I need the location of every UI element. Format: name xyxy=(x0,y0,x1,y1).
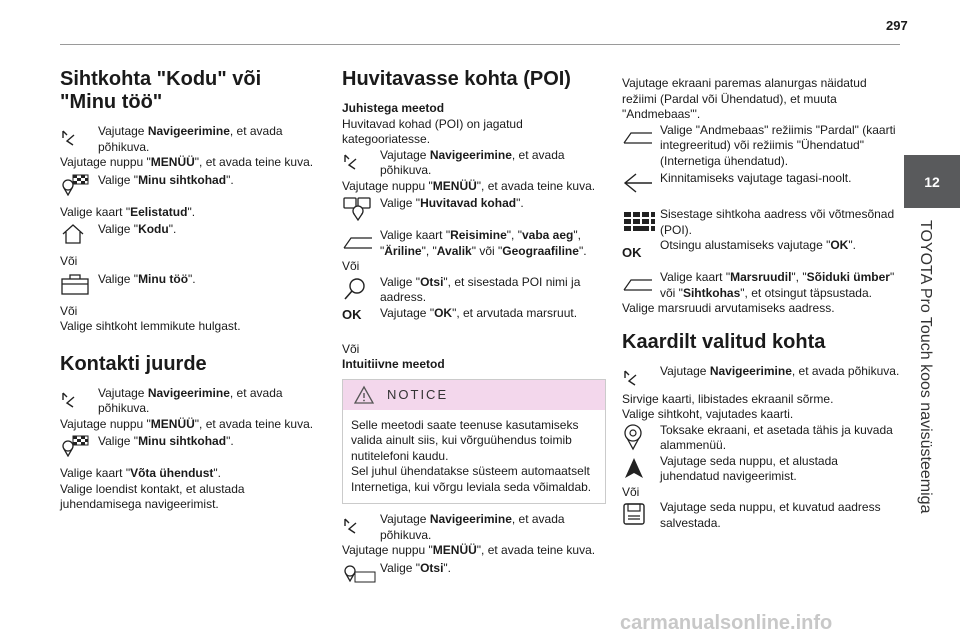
poi-pins-icon xyxy=(342,194,380,222)
mode-tab-icon xyxy=(622,123,660,151)
step-text: Vajutage seda nuppu, et kuvatud aadress salvestada. xyxy=(660,500,881,530)
tab-card-icon xyxy=(342,228,380,256)
notice-header xyxy=(343,380,605,410)
step-row xyxy=(342,559,606,587)
step-row xyxy=(60,432,318,460)
step-text: Vajutage Navigeerimine, et avada põhikuva. xyxy=(98,124,283,154)
step-row xyxy=(342,228,606,259)
step-row xyxy=(342,306,606,324)
step-text: Vajutage nuppu "MENÜÜ", et avada teine kuva. xyxy=(342,543,596,557)
step-text: Kinnitamiseks vajutage tagasi-noolt. xyxy=(660,171,852,185)
section-title-contact: Kontakti juurde xyxy=(60,352,207,375)
step-text: Vajutage seda nuppu, et alustada juhendatud navigeerimist. xyxy=(660,453,838,483)
step-text: Valige sihtkoht lemmikute hulgast. xyxy=(60,319,241,333)
step-text: Valige loendist kontakt, et alustada juhendamisega navigeerimist. xyxy=(60,481,245,511)
page-number: 297 xyxy=(886,18,908,33)
step-text: Vajutage ekraani paremas alanurgas näidatud režiimi (Pardal või Ühendatud), et muuta "Andmebaas"'. xyxy=(622,76,867,121)
subheading: Juhistega meetod xyxy=(342,101,445,115)
navigation-arrow-icon xyxy=(342,512,380,540)
step-row xyxy=(60,171,318,199)
step-row xyxy=(622,207,900,238)
column-2 xyxy=(342,68,606,587)
watermark: carmanualsonline.info xyxy=(620,612,833,634)
step-text: Sirvige kaarti, libistades ekraanil sõrme. xyxy=(622,391,834,406)
step-text: Huvitavad kohad (POI) on jagatud kategooriatesse. xyxy=(342,116,523,146)
step-row xyxy=(622,270,900,301)
step-row xyxy=(342,512,606,543)
step-row xyxy=(342,148,606,179)
chapter-title xyxy=(908,220,938,540)
navigation-arrow-icon xyxy=(60,124,98,152)
step-text: Valige marsruudi arvutamiseks aadress. xyxy=(622,301,835,315)
back-arrow-icon xyxy=(622,169,660,197)
column-3 xyxy=(622,76,900,531)
destination-flag-pin-icon xyxy=(60,432,98,460)
subheading: Intuitiivne meetod xyxy=(342,357,445,371)
destination-flag-pin-icon xyxy=(60,171,98,199)
step-text: Otsingu alustamiseks vajutage "OK". xyxy=(660,238,856,252)
location-pin-icon xyxy=(622,423,660,451)
step-text: Valige "Minu sihtkohad". xyxy=(98,172,234,187)
step-text: Valige "Huvitavad kohad". xyxy=(380,196,524,210)
step-text: Sisestage sihtkoha aadress või võtmesõnad (POI). xyxy=(660,207,895,237)
step-text: Toksake ekraani, et asetada tähis ja kuvada alammenüü. xyxy=(660,422,893,452)
step-row xyxy=(60,124,318,155)
or-text: Või xyxy=(60,254,78,268)
step-text: Valige kaart "Marsruudil", "Sõiduki ümber" või "Sihtkohas", et otsingut täpsustada. xyxy=(660,270,895,300)
step-row xyxy=(622,238,900,260)
section-title-map-point: Kaardilt valitud kohta xyxy=(622,330,826,353)
ok-icon: OK xyxy=(622,244,642,260)
keyboard-icon xyxy=(622,207,660,235)
chapter-title-text: TOYOTA Pro Touch koos navisüsteemiga xyxy=(917,220,934,514)
step-row xyxy=(60,386,318,417)
warning-triangle-icon xyxy=(353,385,375,405)
step-row xyxy=(342,275,606,306)
step-text: Vajutage nuppu "MENÜÜ", et avada teine kuva. xyxy=(342,178,596,193)
or-text: Või xyxy=(60,303,78,318)
notice-box xyxy=(342,379,606,505)
step-row xyxy=(622,423,900,454)
step-text: Vajutage Navigeerimine, et avada põhikuva. xyxy=(660,363,900,378)
step-text: Vajutage nuppu "MENÜÜ", et avada teine kuva. xyxy=(60,416,314,431)
step-text: Valige "Minu töö". xyxy=(98,271,196,286)
pin-abc-icon xyxy=(342,559,380,587)
start-guidance-arrow-icon xyxy=(622,454,660,482)
notice-text: Selle meetodi saate teenuse kasutamiseks valida ainult siis, kui võrguühendus toimib nutitelefoni kaudu. Sel juhul ühendatakse süsteem automaatselt Internetiga, kui võrgu leviala seda võimaldab. xyxy=(351,417,592,494)
step-row xyxy=(60,270,318,298)
chapter-tab: 12 xyxy=(904,155,960,208)
step-text: Vajutage Navigeerimine, et avada põhikuva. xyxy=(380,512,565,542)
step-text: Valige kaart "Võta ühendust". xyxy=(60,466,222,480)
home-icon xyxy=(60,220,98,248)
step-text: Valige "Andmebaas" režiimis "Pardal" (kaarti integreeritud) või režiimis "Ühendatud" (Internetiga ühendatud). xyxy=(660,122,896,168)
step-row xyxy=(622,123,900,170)
or-text: Või xyxy=(622,484,640,499)
step-row xyxy=(60,220,318,248)
notice-title: NOTICE xyxy=(387,386,449,402)
or-text: Või xyxy=(342,259,360,273)
step-text: Vajutage "OK", et arvutada marsruut. xyxy=(380,305,578,320)
step-text: Valige sihtkoht, vajutades kaarti. xyxy=(622,407,794,421)
step-text: Valige "Minu sihtkohad". xyxy=(98,434,234,448)
or-text: Või xyxy=(342,341,360,356)
tab-card-icon xyxy=(622,270,660,298)
briefcase-icon xyxy=(60,270,98,298)
section-title-poi: Huvitavasse kohta (POI) xyxy=(342,68,571,90)
top-rule xyxy=(60,44,900,45)
step-text: Valige "Otsi", et sisestada POI nimi ja aadress. xyxy=(380,274,581,304)
ok-icon: OK xyxy=(342,306,362,322)
step-text: Valige "Otsi". xyxy=(380,560,451,575)
step-row xyxy=(622,454,900,485)
column-1 xyxy=(60,68,318,513)
step-text: Valige kaart "Eelistatud". xyxy=(60,204,196,219)
navigation-arrow-icon xyxy=(622,364,660,392)
step-row xyxy=(342,194,606,222)
step-row xyxy=(622,364,900,392)
navigation-arrow-icon xyxy=(60,386,98,414)
step-row xyxy=(622,169,900,197)
save-disk-icon xyxy=(622,500,660,528)
section-title-home-work: Sihtkohta "Kodu" või "Minu töö" xyxy=(60,68,262,113)
step-text: Vajutage nuppu "MENÜÜ", et avada teine kuva. xyxy=(60,155,314,169)
navigation-arrow-icon xyxy=(342,148,380,176)
search-magnifier-icon xyxy=(342,275,380,303)
step-text: Vajutage Navigeerimine, et avada põhikuva. xyxy=(380,147,565,177)
step-text: Vajutage Navigeerimine, et avada põhikuva. xyxy=(98,385,283,415)
step-row xyxy=(622,500,900,531)
step-text: Valige kaart "Reisimine", "vaba aeg", "Äriline", "Avalik" või "Geograafiline". xyxy=(380,228,587,258)
step-text: Valige "Kodu". xyxy=(98,222,177,236)
